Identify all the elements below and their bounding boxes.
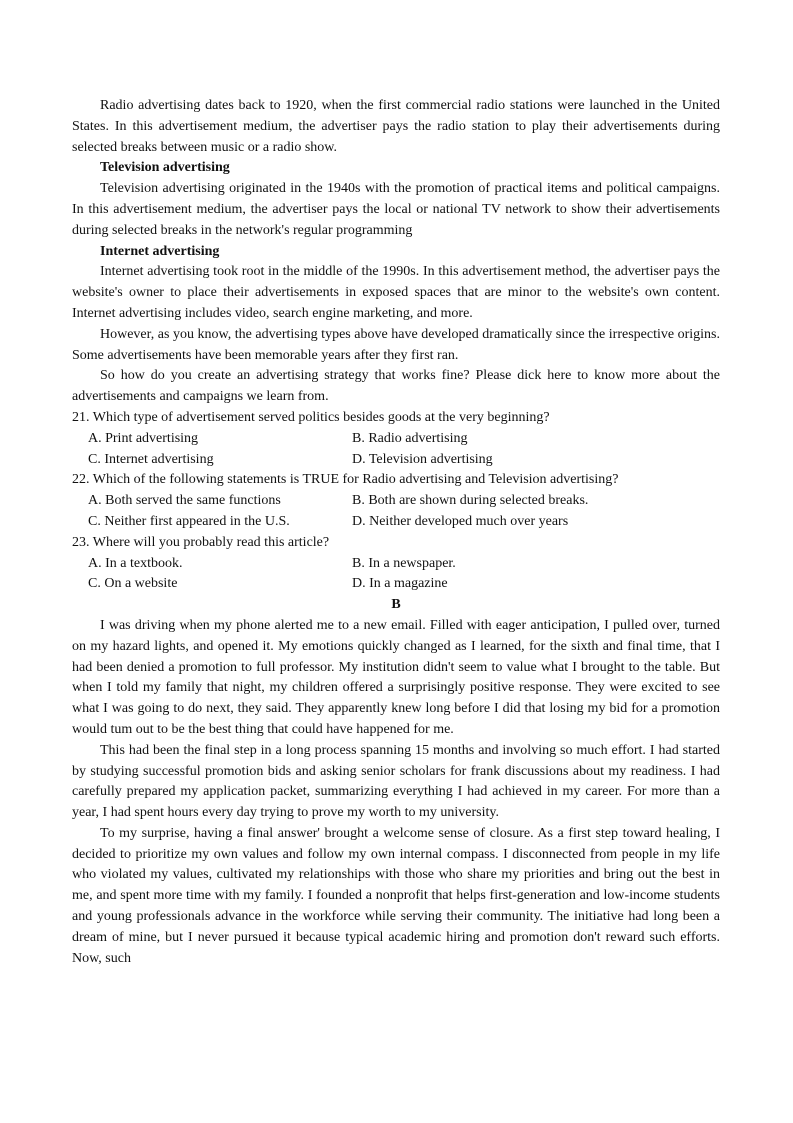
passage-b-paragraph-1: I was driving when my phone alerted me to a new email. Filled with eager anticipation, I pulled over, turned on my hazard lights, and opened it. My emotions quickly changed as I learned, for the sixth and final time, that I had been denied a promotion to full professor. My institution didn't seem to value what I brought to the table. But when I told my family that night, my children offered a surprisingly positive response. They were excited to see what I was going to do next, they said. They apparently knew long before I did that losing my bid for a promotion would tum out to be the best thing that could have happened for me.	[72, 617, 720, 737]
question-23-options	[72, 554, 720, 596]
closing-paragraph: So how do you create an advertising strategy that works fine? Please dick here to know more about the advertisements and campaigns we learn from.	[72, 368, 720, 405]
internet-heading: Internet advertising	[100, 243, 220, 259]
option-a: A. Print advertising	[88, 430, 199, 446]
internet-paragraph: Internet advertising took root in the middle of the 1990s. In this advertisement method, the advertiser pays the website's owner to place their advertisements in exposed spaces that are minor to the website's own content. Internet advertising includes video, search engine marketing, and more.	[72, 264, 720, 321]
option-a: A. In a textbook.	[88, 555, 183, 571]
question-23: 23. Where will you probably read this article?	[72, 534, 330, 550]
question-22: 22. Which of the following statements is TRUE for Radio advertising and Television advertising?	[72, 472, 619, 488]
option-b: B. Both are shown during selected breaks.	[352, 493, 589, 509]
passage-b-paragraph-3: To my surprise, having a final answer' brought a welcome sense of closure. As a first step toward healing, I decided to prioritize my own values and follow my own internal compass. I disconnected from people in my life who violated my values, cultivated my relationships with those who share my priorities and bring out the best in me, and spent more time with my family. I founded a nonprofit that helps first-generation and low-income students and young professionals advance in the workforce while serving their community. The initiative had long been a dream of mine, but I never pursued it because typical academic hiring and promotion don't reward such efforts. Now, such	[72, 825, 720, 966]
option-c: C. On a website	[88, 576, 178, 592]
option-c: C. Internet advertising	[88, 451, 214, 467]
tv-heading: Television advertising	[100, 160, 230, 176]
option-a: A. Both served the same functions	[88, 493, 281, 509]
section-b-label: B	[391, 597, 401, 613]
question-21: 21. Which type of advertisement served politics besides goods at the very beginning?	[72, 409, 550, 425]
option-d: D. Neither developed much over years	[352, 513, 569, 529]
option-c: C. Neither first appeared in the U.S.	[88, 513, 290, 529]
option-b: B. Radio advertising	[352, 430, 468, 446]
option-b: B. In a newspaper.	[352, 555, 456, 571]
tv-paragraph: Television advertising originated in the 1940s with the promotion of practical items and political campaigns. In this advertisement medium, the advertiser pays the local or national TV network to show their advertisements during selected breaks in the network's regular programming	[72, 181, 720, 238]
document-page	[72, 96, 720, 969]
question-22-options	[72, 491, 720, 533]
however-paragraph: However, as you know, the advertising types above have developed dramatically since the irrespective origins. Some advertisements have been memorable years after they first ran.	[72, 326, 720, 363]
option-d: D. Television advertising	[352, 451, 493, 467]
option-d: D. In a magazine	[352, 576, 448, 592]
passage-b-paragraph-2: This had been the final step in a long process spanning 15 months and involving so much effort. I had started by studying successful promotion bids and asking senior scholars for frank discussions about my readiness. I had carefully prepared my application packet, summarizing everything I had achieved in my career. For more than a year, I had spent hours every day trying to prove my worth to my university.	[72, 742, 720, 821]
radio-paragraph: Radio advertising dates back to 1920, when the first commercial radio stations were launched in the United States. In this advertisement medium, the advertiser pays the radio station to play their advertisements during selected breaks between music or a radio show.	[72, 98, 720, 155]
question-21-options	[72, 429, 720, 471]
